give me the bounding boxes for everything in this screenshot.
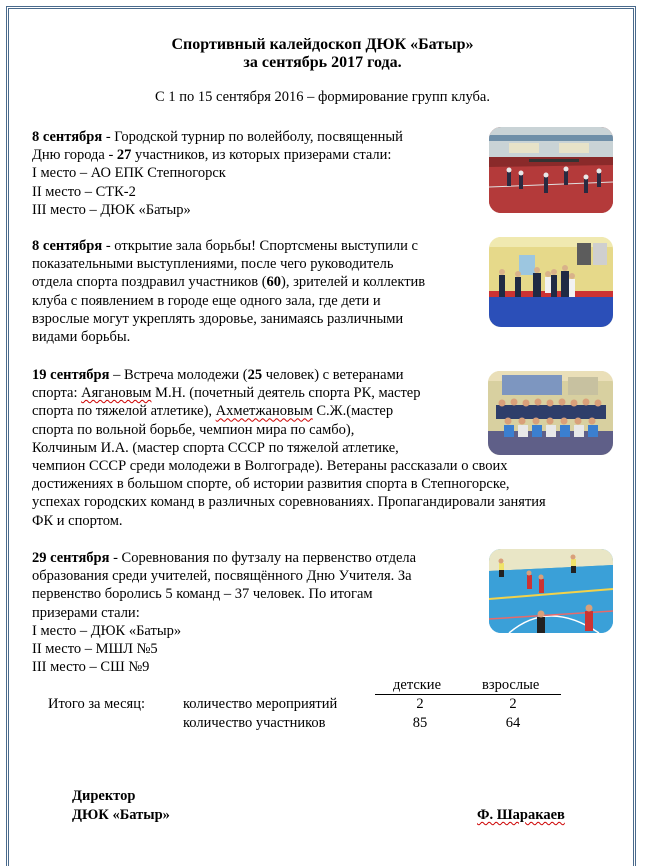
event-text: – Встреча молодежи ( xyxy=(109,367,248,383)
veteran-name: Ахметжановым xyxy=(215,403,313,420)
event-text: показательными выступлениями, после чего руководитель xyxy=(32,256,394,273)
event-text: спорта: xyxy=(32,385,82,402)
event-date: 19 сентября xyxy=(32,367,110,383)
event-text: спорта по тяжелой атлетике), xyxy=(32,403,216,420)
event-text: взрослые могут укреплять здоровье, занимаясь различными xyxy=(32,310,404,327)
event-text: человек) с ветеранами xyxy=(262,367,404,383)
document-title: Спортивный калейдоскоп ДЮК «Батыр» xyxy=(171,36,474,53)
place-2: II место – МШЛ №5 xyxy=(32,641,158,658)
event-text: клуба с появлением в городе еще одного зала, где дети и xyxy=(32,292,381,309)
event-text: видами борьбы. xyxy=(32,329,131,346)
event-text: Колчиным И.А. (мастер спорта СССР по тяжелой атлетике, xyxy=(32,439,399,456)
veterans-meeting-photo xyxy=(488,371,613,455)
event-text: достижениях в большом спорте, об истории развития спорта в Степногорске, xyxy=(32,476,510,493)
place-1: I место – АО ЕПК Степногорск xyxy=(32,165,226,182)
event-date: 29 сентября xyxy=(32,550,110,566)
event-text: ), зрителей и коллектив xyxy=(281,274,426,291)
event-text: - Городской турнир по волейболу, посвященный xyxy=(102,129,403,145)
intro-line: С 1 по 15 сентября 2016 – формирование групп клуба. xyxy=(155,89,490,105)
row-participants-children: 85 xyxy=(412,715,428,731)
event-text: первенство боролись 5 команд – 37 человек. По итогам xyxy=(32,586,373,603)
event-futsal xyxy=(32,549,416,676)
event-text: призерами стали: xyxy=(32,604,140,621)
event-text: ФК и спортом. xyxy=(32,512,123,529)
row-participants-name: количество участников xyxy=(183,715,326,731)
place-3: III место – ДЮК «Батыр» xyxy=(32,201,191,218)
event-wrestling-hall xyxy=(32,237,425,346)
event-text: Дню города - xyxy=(32,147,117,164)
event-date: 8 сентября xyxy=(32,129,103,145)
event-text: - открытие зала борьбы! Спортсмены выступили с xyxy=(102,238,418,254)
participants-count: 60 xyxy=(266,274,282,291)
event-text: С.Ж.(мастер xyxy=(312,403,394,420)
signature-position: Директор xyxy=(72,788,136,804)
row-participants-adults: 64 xyxy=(505,715,521,731)
veteran-name: Аягановым xyxy=(81,385,152,402)
event-text: чемпион СССР среди молодежи в Волгограде). Ветераны рассказали о своих xyxy=(32,458,508,475)
signature-organization: ДЮК «Батыр» xyxy=(72,807,170,823)
col-adults-header: взрослые xyxy=(482,677,540,693)
summary-label: Итого за месяц: xyxy=(48,696,145,712)
event-text: участников, из которых призерами стали: xyxy=(131,147,392,164)
row-events-name: количество мероприятий xyxy=(183,696,338,712)
place-3: III место – СШ №9 xyxy=(32,659,150,676)
event-text: М.Н. (почетный деятель спорта РК, мастер xyxy=(151,385,421,402)
event-text: - Соревнования по футзалу на первенство отдела xyxy=(109,550,417,566)
event-text: отдела спорта поздравил участников ( xyxy=(32,274,267,291)
document-subtitle: за сентябрь 2017 года. xyxy=(243,54,402,71)
row-events-children: 2 xyxy=(416,696,424,712)
participants-count: 25 xyxy=(247,367,263,383)
event-text: успехах городских команд в различных соревнованиях. Пропагандировали занятия xyxy=(32,494,546,511)
place-2: II место – СТК-2 xyxy=(32,183,136,200)
volleyball-tournament-photo xyxy=(489,127,613,213)
event-text: образования среди учителей, посвящённого Дню Учителя. За xyxy=(32,568,412,585)
event-text: спорта по вольной борьбе, чемпион мира по самбо), xyxy=(32,421,355,438)
futsal-photo xyxy=(489,549,613,633)
wrestling-hall-photo xyxy=(489,237,613,327)
row-events-adults: 2 xyxy=(509,696,517,712)
event-veterans-meeting xyxy=(32,366,546,530)
place-1: I место – ДЮК «Батыр» xyxy=(32,622,182,639)
col-children-header: детские xyxy=(393,677,442,693)
event-date: 8 сентября xyxy=(32,238,103,254)
summary-header-rule xyxy=(375,694,561,695)
event-volleyball xyxy=(32,128,403,219)
participants-count: 27 xyxy=(116,147,132,164)
signature-name: Ф. Шаракаев xyxy=(477,807,565,823)
